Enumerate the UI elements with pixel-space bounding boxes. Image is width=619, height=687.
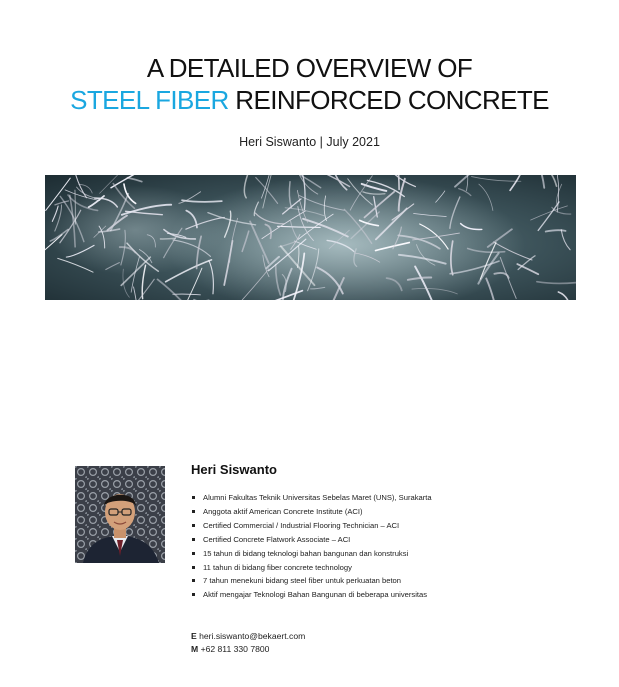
list-item: 15 tahun di bidang teknologi bahan bangunan dan konstruksi [191, 547, 581, 561]
list-item: Alumni Fakultas Teknik Universitas Sebelas Maret (UNS), Surakarta [191, 491, 581, 505]
list-item: Anggota aktif American Concrete Institute (ACI) [191, 505, 581, 519]
mobile-line [191, 643, 305, 656]
title-rest: REINFORCED CONCRETE [228, 85, 549, 115]
byline: Heri Siswanto | July 2021 [239, 135, 380, 149]
email-label: E [191, 631, 197, 641]
list-item: 7 tahun menekuni bidang steel fiber untuk perkuatan beton [191, 574, 581, 588]
title-line-2 [0, 84, 619, 116]
mobile-number: +62 811 330 7800 [200, 643, 270, 654]
contact-info [191, 630, 305, 655]
steel-fibers-image [45, 175, 576, 300]
title-line-1: A DETAILED OVERVIEW OF [146, 53, 473, 83]
author-photo [75, 466, 165, 563]
title-highlight: STEEL FIBER [70, 85, 229, 115]
list-item: Aktif mengajar Teknologi Bahan Bangunan di beberapa universitas [191, 588, 581, 602]
steel-fibers-banner [45, 175, 576, 300]
email-link[interactable]: heri.siswanto@bekaert.com [199, 631, 306, 641]
avatar [75, 466, 165, 563]
list-item: 11 tahun di bidang fiber concrete technology [191, 561, 581, 575]
list-item: Certified Concrete Flatwork Associate – ACI [191, 533, 581, 547]
author-credentials-list [191, 491, 581, 602]
list-item: Certified Commercial / Industrial Flooring Technician – ACI [191, 519, 581, 533]
author-name: Heri Siswanto [191, 462, 277, 477]
document-title [0, 52, 619, 116]
mobile-label: M [191, 643, 199, 654]
email-line [191, 630, 305, 643]
